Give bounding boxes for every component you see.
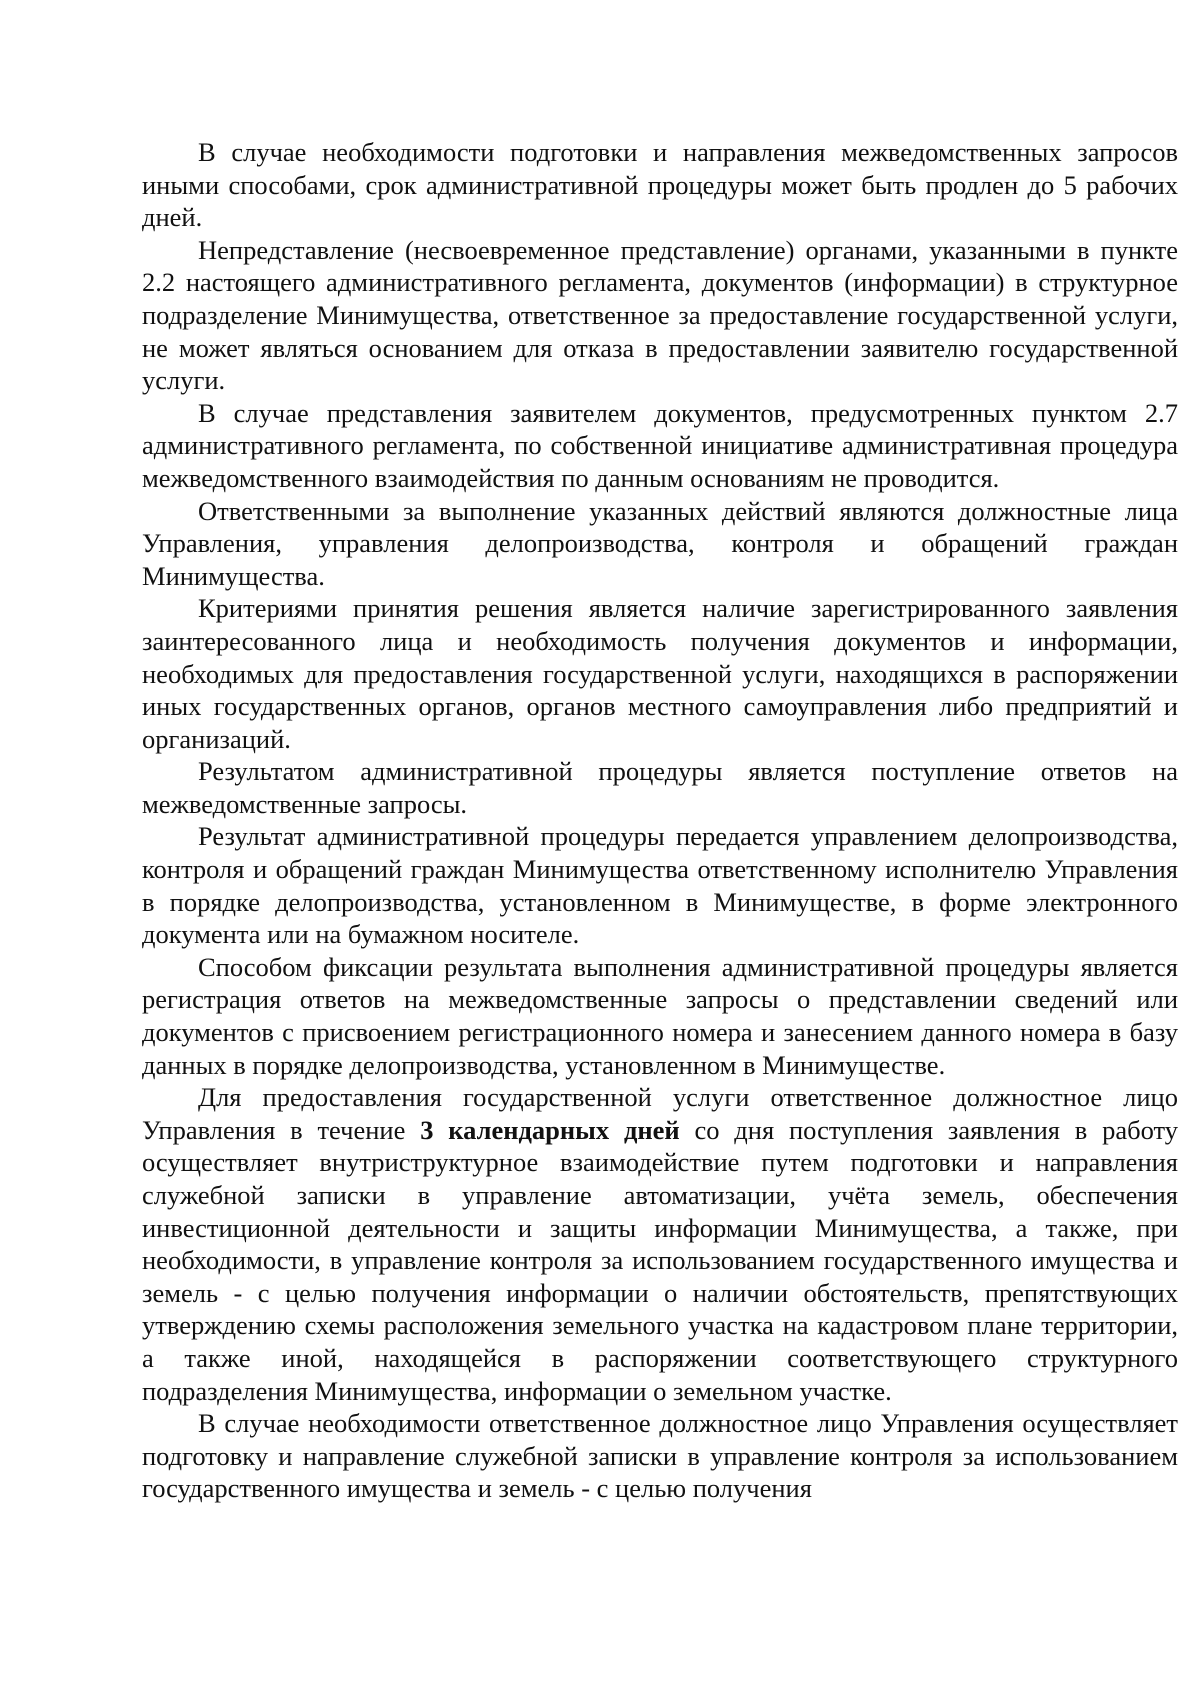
paragraph-interagency-extension: В случае необходимости подготовки и направления межведомственных запросов иными способами, срок административной процедуры может быть продлен до 5 рабочих дней. [142, 137, 1178, 233]
paragraph-internal-interaction [142, 1081, 1178, 1407]
paragraph-applicant-initiative: В случае представления заявителем документов, предусмотренных пунктом 2.7 административного регламента, по собственной инициативе административная процедура межведомственного взаимодействия по данным основаниям не проводится. [142, 397, 1178, 493]
paragraph-responsible-officials: Ответственными за выполнение указанных действий являются должностные лица Управления, управления делопроизводства, контроля и обращений граждан Минимущества. [142, 495, 1178, 591]
paragraph-result-transfer: Результат административной процедуры передается управлением делопроизводства, контроля и обращений граждан Минимущества ответственному исполнителю Управления в порядке делопроизводства, установленном в Минимуществе, в форме электронного документа или на бумажном носителе. [142, 821, 1178, 950]
paragraph-internal-interaction-before: Для предоставления государственной услуги ответственное должностное лицо Управления в течение [142, 1082, 1178, 1145]
emphasis-deadline: 3 календарных дней [420, 1114, 680, 1145]
paragraph-result-fixation: Способом фиксации результата выполнения административной процедуры является регистрация ответов на межведомственные запросы о представлении сведений или документов с присвоением регистрационного номера и занесением данного номера в базу данных в порядке делопроизводства, установленном в Минимуществе. [142, 951, 1178, 1080]
paragraph-decision-criteria: Критериями принятия решения является наличие зарегистрированного заявления заинтересованного лица и необходимость получения документов и информации, необходимых для предоставления государственной услуги, находящихся в распоряжении иных государственных органов, органов местного самоуправления либо предприятий и организаций. [142, 593, 1178, 754]
paragraph-procedure-result: Результатом административной процедуры является поступление ответов на межведомственные запросы. [142, 756, 1178, 819]
paragraph-non-submission: Непредставление (несвоевременное представление) органами, указанными в пункте 2.2 настоящего административного регламента, документов (информации) в структурное подразделение Минимущества, ответственное за предоставление государственной услуги, не может являться основанием для отказа в предоставлении заявителю государственной услуги. [142, 234, 1178, 396]
paragraph-internal-interaction-after: со дня поступления заявления в работу осуществляет внутриструктурное взаимодействие путем подготовки и направления служебной записки в управление автоматизации, учёта земель, обеспечения инвестиционной деятельности и защиты информации Минимущества, а также, при необходимости, в управление контроля за использованием государственного имущества и земель - с целью получения информации о наличии обстоятельств, препятствующих утверждению схемы расположения земельного участка на кадастровом плане территории, а также иной, находящейся в распоряжении соответствующего структурного подразделения Минимущества, информации о земельном участке. [142, 1114, 1178, 1406]
document-page [142, 136, 1178, 1505]
paragraph-control-request: В случае необходимости ответственное должностное лицо Управления осуществляет подготовку и направление служебной записки в управление контроля за использованием государственного имущества и земель - с целью получения [142, 1408, 1178, 1504]
